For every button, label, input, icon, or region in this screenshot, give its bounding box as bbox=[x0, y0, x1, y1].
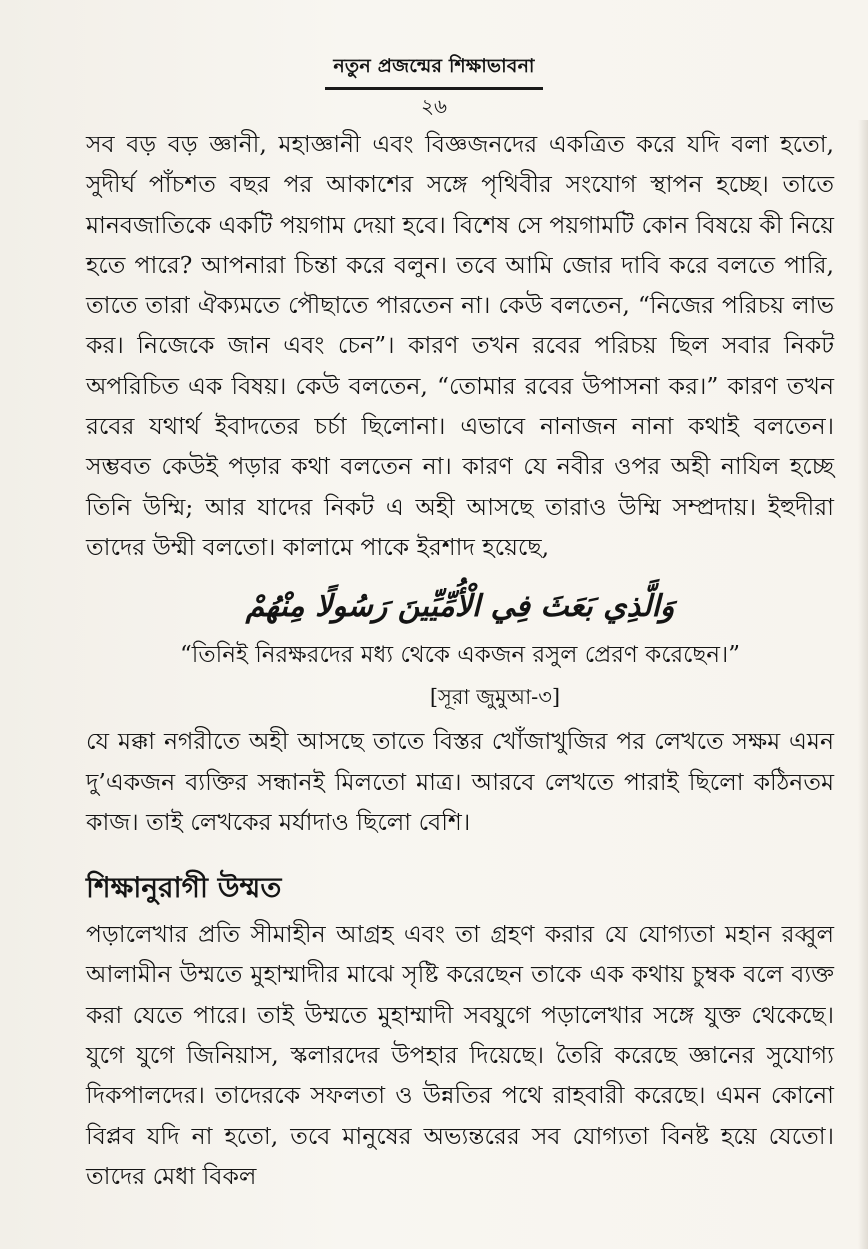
page-header bbox=[0, 52, 868, 125]
verse-translation: “তিনিই নিরক্ষরদের মধ্য থেকে একজন রসুল প্রেরণ করেছেন।” bbox=[180, 642, 740, 669]
verse-reference: [সূরা জুমুআ-৩] bbox=[429, 685, 561, 710]
paragraph-1: সব বড় বড় জ্ঞানী, মহাজ্ঞানী এবং বিজ্ঞজনদের একত্রিত করে যদি বলা হতো, সুদীর্ঘ পাঁচশত বছর পর আকাশের সঙ্গে পৃথিবীর সংযোগ স্থাপন হচ্ছে। তাতে মানবজাতিকে একটি পয়গাম দেয়া হবে। বিশেষ সে পয়গামটি কোন বিষয়ে কী নিয়ে হতে পারে? আপনারা চিন্তা করে বলুন। তবে আমি জোর দাবি করে বলতে পারি, তাতে তারা ঐক্যমতে পৌছাতে পারতেন না। কেউ বলতেন, “নিজের পরিচয় লাভ কর। নিজেকে জান এবং চেন”। কারণ তখন রবের পরিচয় ছিল সবার নিকট অপরিচিত এক বিষয়। কেউ বলতেন, “তোমার রবের উপাসনা কর।” কারণ তখন রবের যথার্থ ইবাদতের চর্চা ছিলোনা। এভাবে নানাজন নানা কথাই বলতেন। সম্ভবত কেউই পড়ার কথা বলতেন না। কারণ যে নবীর ওপর অহী নাযিল হচ্ছে তিনি উম্মি; আর যাদের নিকট এ অহী আসছে তারাও উম্মি সম্প্রদায়। ইহুদীরা তাদের উম্মী বলতো। কালামে পাকে ইরশাদ হয়েছে, bbox=[86, 130, 834, 561]
section-heading: শিক্ষানুরাগী উম্মত bbox=[86, 871, 282, 905]
page-edge-shadow bbox=[858, 120, 868, 1249]
page-number: ২৬ bbox=[420, 94, 447, 118]
paragraph-3: পড়ালেখার প্রতি সীমাহীন আগ্রহ এবং তা গ্রহণ করার যে যোগ্যতা মহান রব্বুল আলামীন উম্মতে মুহাম্মাদীর মাঝে সৃষ্টি করেছেন তাকে এক কথায় চুম্বক বলে ব্যক্ত করা যেতে পারে। তাই উম্মতে মুহাম্মাদী সবযুগে পড়ালেখার সঙ্গে যুক্ত থেকেছে। যুগে যুগে জিনিয়াস, স্কলারদের উপহার দিয়েছে। তৈরি করেছে জ্ঞানের সুযোগ্য দিকপালদের। তাদেরকে সফলতা ও উন্নতির পথে রাহবারী করেছে। এমন কোনো বিপ্লব যদি না হতো, তবে মানুষের অভ্যন্তরের সব যোগ্যতা বিনষ্ট হয়ে যেতো। তাদের মেধা বিকল bbox=[86, 920, 834, 1190]
arabic-verse: وَالَّذِي بَعَثَ فِي الْأُمِّيِّينَ رَسُولًا مِنْهُمْ bbox=[245, 589, 675, 625]
paragraph-2: যে মক্কা নগরীতে অহী আসছে তাতে বিস্তর খোঁজাখুজির পর লেখতে সক্ষম এমন দু’একজন ব্যক্তির সন্ধানই মিলতো মাত্র। আরবে লেখতে পারাই ছিলো কঠিনতম কাজ। তাই লেখকের মর্যাদাও ছিলো বেশি। bbox=[86, 727, 834, 836]
page-body bbox=[86, 124, 834, 1196]
running-title: নতুন প্রজন্মের শিক্ষাভাবনা bbox=[325, 52, 542, 90]
